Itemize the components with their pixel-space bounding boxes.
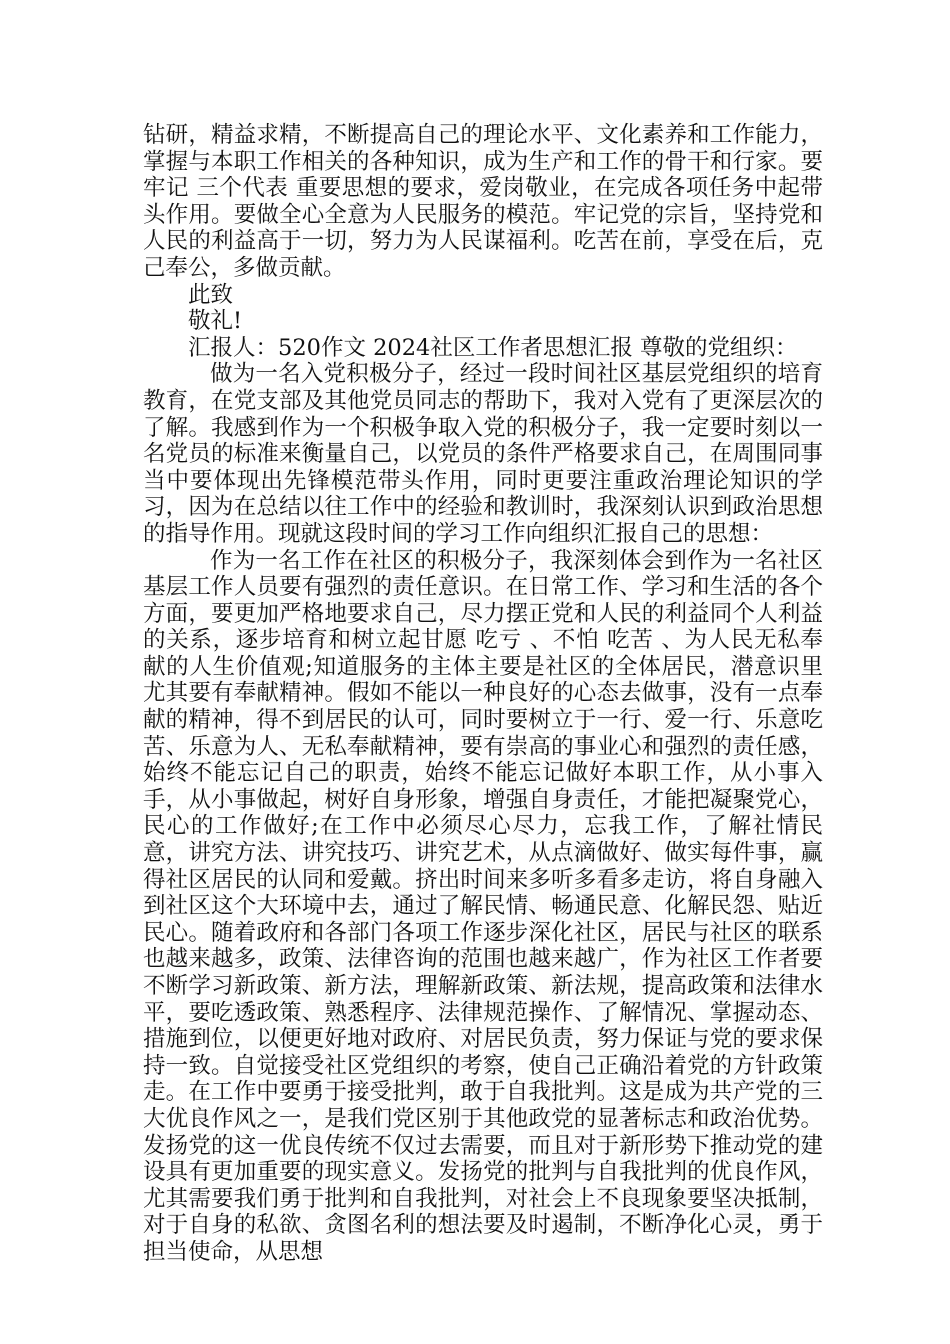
reporter-line: 汇报人：520作文 2024社区工作者思想汇报 尊敬的党组织： [188,334,798,361]
paragraph-intro: 做为一名入党积极分子，经过一段时间社区基层党组织的培育教育，在党支部及其他党员同志的帮助下，我对入党有了更深层次的了解。我感到作为一个积极争取入党的积极分子，我一定要时刻以一名党员的标准来衡量自己，以党员的条件严格要求自己，在周围同事当中要体现出先锋模范带头作用，同时更要注重政治理论知识的学习，因为在总结以往工作中的经验和教训时，我深刻认识到政治思想的指导作用。现就这段时间的学习工作向组织汇报自己的思想： [143,361,823,547]
body-text [143,122,823,1266]
closing-salutation: 此致 [188,281,234,308]
closing-regards: 敬礼! [188,308,243,335]
paragraph-continuation: 钻研，精益求精，不断提高自己的理论水平、文化素养和工作能力，掌握与本职工作相关的各种知识，成为生产和工作的骨干和行家。要牢记 三个代表 重要思想的要求，爱岗敬业，在完成各项任务中起带头作用。要做全心全意为人民服务的模范。牢记党的宗旨，坚持党和人民的利益高于一切，努力为人民谋福利。吃苦在前，享受在后，克己奉公，多做贡献。 [143,122,823,281]
paragraph-main: 作为一名工作在社区的积极分子，我深刻体会到作为一名社区基层工作人员要有强烈的责任意识。在日常工作、学习和生活的各个方面，要更加严格地要求自己，尽力摆正党和人民的利益同个人利益的关系，逐步培育和树立起甘愿 吃亏 、不怕 吃苦 、为人民无私奉献的人生价值观;知道服务的主体主要是社区的全体居民，潜意识里尤其要有奉献精神。假如不能以一种良好的心态去做事，没有一点奉献的精神，得不到居民的认可，同时要树立于一行、爱一行、乐意吃苦、乐意为人、无私奉献精神，要有崇高的事业心和强烈的责任感，始终不能忘记自己的职责，始终不能忘记做好本职工作，从小事入手，从小事做起，树好自身形象，增强自身责任，才能把凝聚党心，民心的工作做好;在工作中必须尽心尽力，忘我工作，了解社情民意，讲究方法、讲究技巧、讲究艺术，从点滴做好、做实每件事，赢得社区居民的认同和爱戴。挤出时间来多听多看多走访，将自身融入到社区这个大环境中去，通过了解民情、畅通民意、化解民怨、贴近民心。随着政府和各部门各项工作逐步深化社区，居民与社区的联系也越来越多，政策、法律咨询的范围也越来越广，作为社区工作者要不断学习新政策、新方法，理解新政策、新法规，提高政策和法律水平，要吃透政策、熟悉程序、法律规范操作、了解情况、掌握动态、措施到位，以便更好地对政府、对居民负责，努力保证与党的要求保持一致。自觉接受社区党组织的考察，使自己正确沿着党的方针政策走。在工作中要勇于接受批判，敢于自我批判。这是成为共产党的三大优良作风之一，是我们党区别于其他政党的显著标志和政治优势。发扬党的这一优良传统不仅过去需要，而且对于新形势下推动党的建设具有更加重要的现实意义。发扬党的批判与自我批判的优良作风，尤其需要我们勇于批判和自我批判，对社会上不良现象要坚决抵制，对于自身的私欲、贪图名利的想法要及时遏制，不断净化心灵，勇于担当使命，从思想 [143,547,823,1265]
